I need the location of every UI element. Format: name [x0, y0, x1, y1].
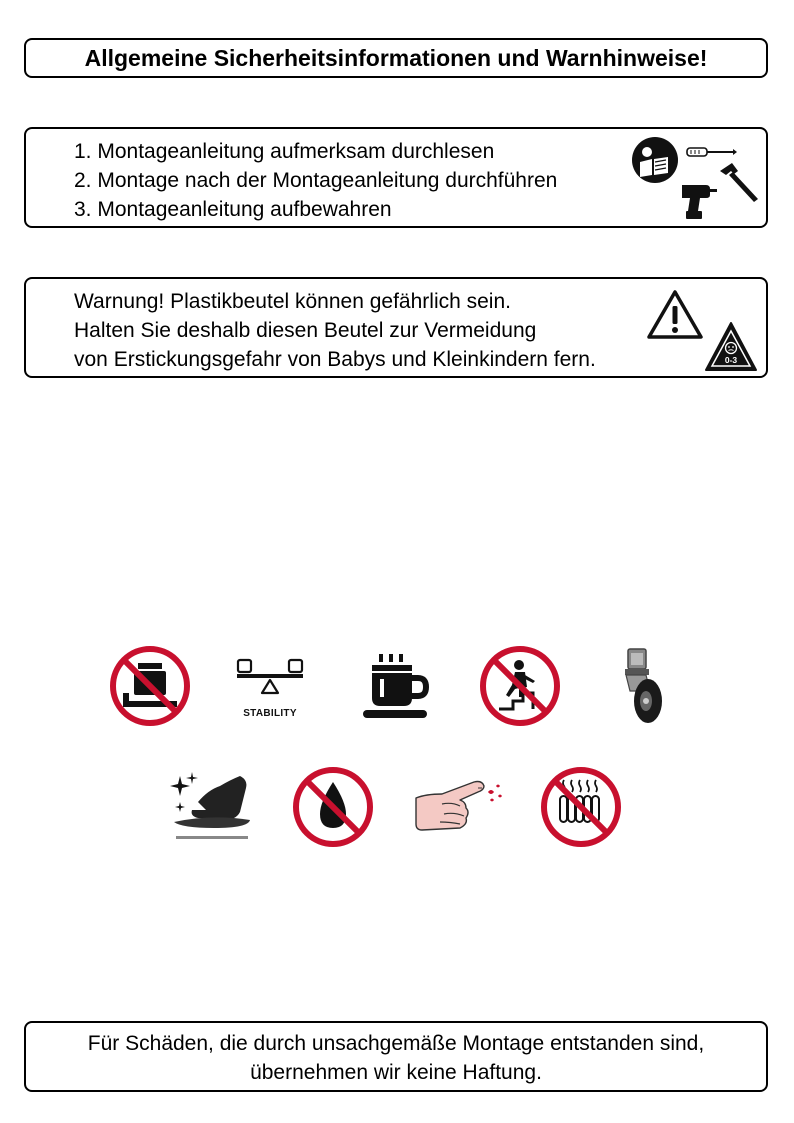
instruction-list [74, 137, 557, 224]
liability-line: übernehmen wir keine Haftung. [250, 1061, 542, 1084]
no-climbing-icon [479, 645, 561, 727]
warning-line: Halten Sie deshalb diesen Beutel zur Vermeidung [74, 319, 537, 342]
instruction-item: 3. Montageanleitung aufbewahren [74, 198, 392, 221]
caster-wheel-icon [616, 647, 668, 727]
pinch-hazard-icon [412, 776, 506, 836]
warning-triangle-icon [646, 289, 704, 341]
stability-icon [233, 655, 307, 721]
warning-line: Warnung! Plastikbeutel können gefährlich sein. [74, 290, 511, 313]
warning-box [24, 277, 768, 378]
instructions-box [24, 127, 768, 228]
age-label: 0-3 [724, 355, 738, 365]
drill-icon [674, 181, 718, 221]
instruction-item: 2. Montage nach der Montageanleitung durchführen [74, 169, 558, 192]
hammer-icon [716, 161, 762, 203]
warning-text [74, 287, 596, 374]
liability-box [24, 1021, 768, 1092]
liability-line: Für Schäden, die durch unsachgemäße Montage entstanden sind, [87, 1032, 705, 1055]
screwdriver-icon [686, 145, 738, 159]
stability-label: STABILITY [243, 708, 297, 719]
wipe-clean-icon [168, 772, 254, 842]
instruction-item: 1. Montageanleitung aufmerksam durchlesen [74, 140, 495, 163]
no-liquids-icon [292, 766, 374, 848]
no-hot-objects-icon [360, 652, 430, 720]
warning-line: von Erstickungsgefahr von Babys und Kleinkindern fern. [74, 348, 596, 371]
title-box [24, 38, 768, 78]
age-warning-icon [704, 321, 758, 373]
no-heat-source-icon [540, 766, 622, 848]
read-manual-icon [630, 135, 680, 185]
liability-text [26, 1023, 766, 1087]
no-heavy-load-icon [109, 645, 191, 727]
page-title: Allgemeine Sicherheitsinformationen und Warnhinweise! [84, 45, 708, 71]
